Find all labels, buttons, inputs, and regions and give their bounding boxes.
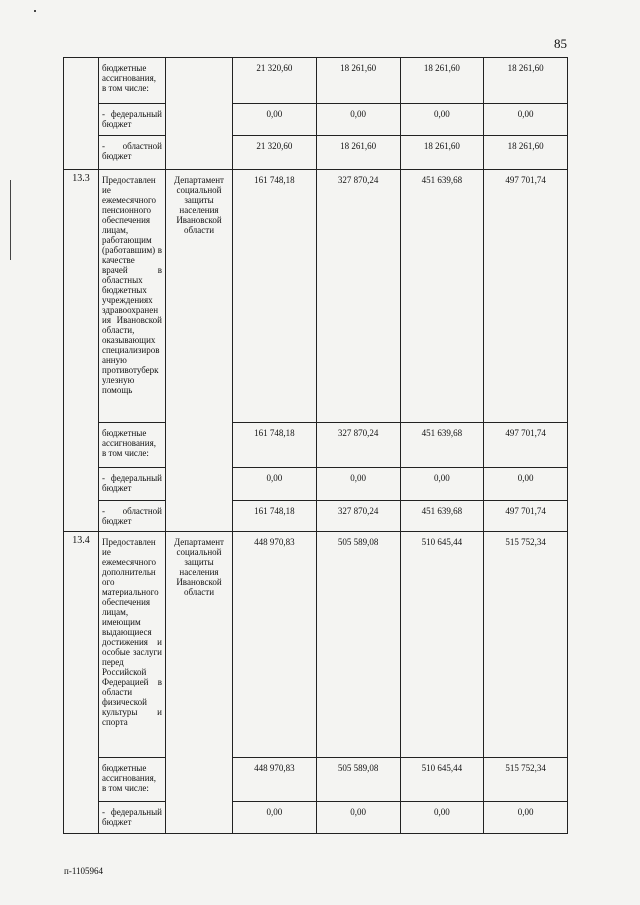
value-cell: 0,00: [316, 802, 400, 834]
value-cell: 0,00: [233, 104, 317, 136]
table-row: [64, 501, 568, 532]
value-cell: 510 645,44: [400, 758, 484, 802]
value-cell: 18 261,60: [484, 136, 568, 170]
table-row: [64, 170, 568, 423]
value-cell: 0,00: [316, 468, 400, 501]
executor-cell: [166, 58, 233, 170]
table-row: [64, 802, 568, 834]
value-cell: 0,00: [233, 802, 317, 834]
footer-code: п-1105964: [64, 866, 103, 876]
value-cell: 0,00: [233, 468, 317, 501]
table-row: [64, 532, 568, 758]
value-cell: 0,00: [484, 468, 568, 501]
value-cell: 505 589,08: [316, 758, 400, 802]
value-cell: 505 589,08: [316, 532, 400, 758]
value-cell: 510 645,44: [400, 532, 484, 758]
name-cell: бюджетные ассигнования, в том числе:: [99, 423, 166, 468]
item-number: 13.4: [64, 532, 99, 834]
value-cell: 327 870,24: [316, 423, 400, 468]
value-cell: 327 870,24: [316, 170, 400, 423]
value-cell: 18 261,60: [316, 136, 400, 170]
name-cell: бюджетные ассигнования, в том числе:: [99, 58, 166, 104]
value-cell: 515 752,34: [484, 758, 568, 802]
value-cell: 451 639,68: [400, 170, 484, 423]
value-cell: 18 261,60: [400, 58, 484, 104]
value-cell: 161 748,18: [233, 501, 317, 532]
value-cell: 0,00: [484, 802, 568, 834]
number-cell: [64, 58, 99, 170]
table-row: [64, 58, 568, 104]
item-name: Предоставлен ие ежемесячного дополнительн ого материального обеспечения лицам, имеющим выдающиеся достижения и особые заслуги перед Российской Федерацией в области физической культуры и спорта: [99, 532, 166, 758]
item-executor: Департамент социальной защиты населения Ивановской области: [166, 170, 233, 532]
value-cell: 18 261,60: [484, 58, 568, 104]
value-cell: 18 261,60: [316, 58, 400, 104]
value-cell: 327 870,24: [316, 501, 400, 532]
value-cell: 161 748,18: [233, 423, 317, 468]
value-cell: 497 701,74: [484, 501, 568, 532]
table-row: [64, 104, 568, 136]
value-cell: 0,00: [400, 104, 484, 136]
value-cell: 161 748,18: [233, 170, 317, 423]
value-cell: 497 701,74: [484, 423, 568, 468]
value-cell: 497 701,74: [484, 170, 568, 423]
scan-mark-top: [34, 10, 36, 12]
value-cell: 0,00: [400, 802, 484, 834]
name-cell: - областной бюджет: [99, 136, 166, 170]
value-cell: 21 320,60: [233, 58, 317, 104]
table-row: [64, 423, 568, 468]
scan-mark-left: [10, 180, 11, 260]
name-cell: - областной бюджет: [99, 501, 166, 532]
item-executor: Департамент социальной защиты населения Ивановской области: [166, 532, 233, 834]
table-row: [64, 136, 568, 170]
value-cell: 0,00: [484, 104, 568, 136]
table-row: [64, 468, 568, 501]
item-number: 13.3: [64, 170, 99, 532]
value-cell: 515 752,34: [484, 532, 568, 758]
name-cell: - федеральный бюджет: [99, 468, 166, 501]
value-cell: 448 970,83: [233, 532, 317, 758]
name-cell: бюджетные ассигнования, в том числе:: [99, 758, 166, 802]
item-name: Предоставлен ие ежемесячного пенсионного обеспечения лицам, работающим (работавшим) в качестве врачей в областных бюджетных учреждениях здравоохранен ия Ивановской области, оказывающих специализиров анную противотуберк улезную помощь: [99, 170, 166, 423]
value-cell: 0,00: [400, 468, 484, 501]
value-cell: 0,00: [316, 104, 400, 136]
value-cell: 451 639,68: [400, 501, 484, 532]
value-cell: 18 261,60: [400, 136, 484, 170]
value-cell: 21 320,60: [233, 136, 317, 170]
page-number: 85: [554, 36, 567, 51]
value-cell: 448 970,83: [233, 758, 317, 802]
name-cell: - федеральный бюджет: [99, 802, 166, 834]
value-cell: 451 639,68: [400, 423, 484, 468]
table-row: [64, 758, 568, 802]
name-cell: - федеральный бюджет: [99, 104, 166, 136]
budget-table: [63, 57, 568, 834]
